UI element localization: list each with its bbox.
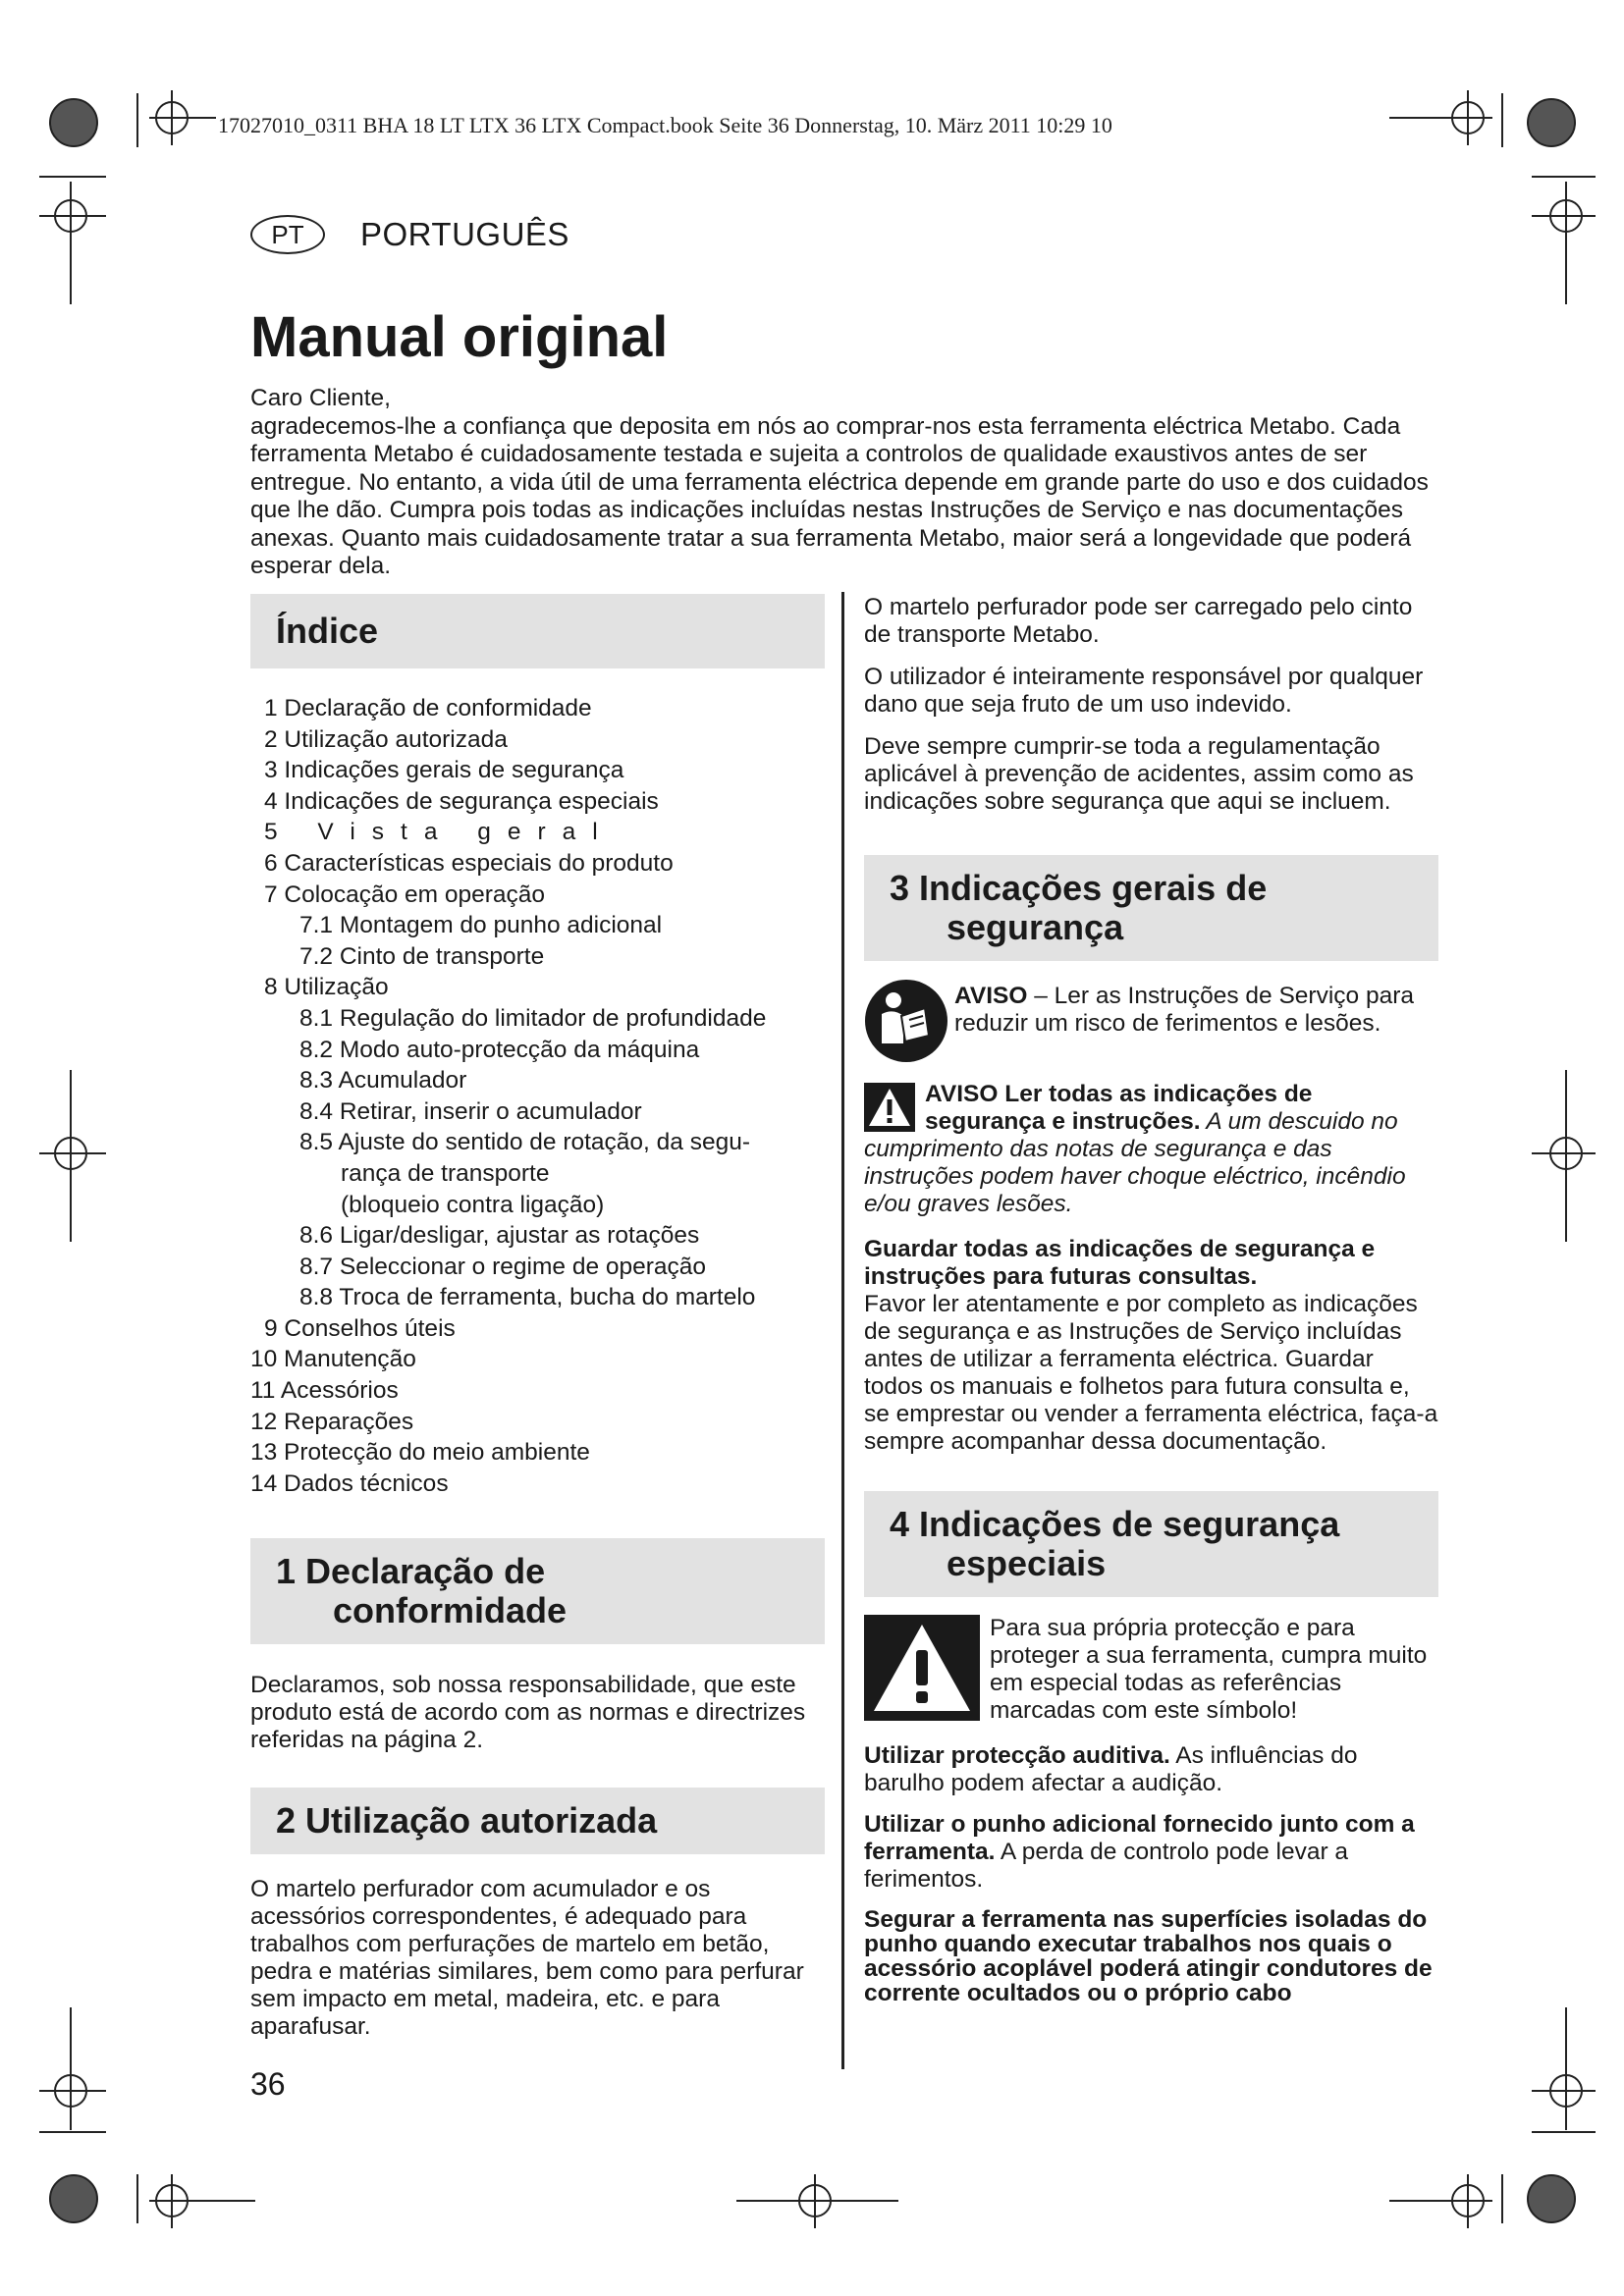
section-4-heading [864, 1491, 1438, 1597]
right-column [864, 594, 1438, 2005]
section-2-body: O martelo perfurador com acumulador e os acessórios correspondentes, é adequado para trabalhos com perfurações de martelo em betão, pedra e matérias similares, bem como para perfurar sem impacto em metal, madeira, etc. e para aparafusar. [250, 1876, 804, 2041]
keep-instructions-heading: Guardar todas as indicações de segurança e instruções para futuras consultas. [864, 1236, 1376, 1290]
read-manual-icon [864, 979, 948, 1063]
section-4-number: 4 [890, 1504, 910, 1544]
toc-item[interactable]: 8.1 Regulação do limitador de profundidade [299, 1004, 767, 1032]
toc-item[interactable]: (bloqueio contra ligação) [341, 1191, 605, 1218]
intro-greeting: Caro Cliente, [250, 385, 391, 411]
toc-item[interactable]: 7 Colocação em operação [264, 881, 546, 908]
print-header: 17027010_0311 BHA 18 LT LTX 36 LTX Compact.book Seite 36 Donnerstag, 10. März 2011 10:29 10 [218, 113, 1112, 137]
section-2-heading [250, 1788, 825, 1854]
toc-item[interactable]: 13 Protecção do meio ambiente [250, 1439, 590, 1467]
auxiliary-handle-text: A perda de controlo pode levar a ferimentos. [864, 1839, 1349, 1893]
section-4-title-line2: especiais [947, 1543, 1107, 1583]
intro-section [250, 385, 1438, 581]
section-3-heading [864, 855, 1438, 961]
toc-item[interactable]: 8.8 Troca de ferramenta, bucha do martelo [299, 1284, 756, 1311]
section-2-title: 2 Utilização autorizada [276, 1800, 658, 1842]
usage-paragraph-1: O martelo perfurador pode ser carregado pelo cinto de transporte Metabo. [864, 594, 1413, 648]
intro-body: agradecemos-lhe a confiança que deposita em nós ao comprar-nos esta ferramenta eléctrica Metabo. Cada ferramenta Metabo é cuidadosamente testada e sujeita a controlos de qualidade exaustivos antes de ser entregue. No entanto, a vida útil de uma ferramenta eléctrica depende em grande parte do uso e dos cuidados que lhe dão. Cumpra pois todas as indicações incluídas nestas Instruções de Serviço e nas documentações anexas. Quanto mais cuidadosamente tratar a sua ferramenta Metabo, maior será a longevidade que poderá esperar dela. [250, 412, 1429, 579]
toc-item[interactable]: 5 Vista geral [264, 819, 615, 846]
page-title: Manual original [250, 305, 669, 369]
language-name: PORTUGUÊS [360, 216, 569, 252]
section-1-title-line1: Declaração de [305, 1551, 546, 1592]
toc-item[interactable]: 14 Dados técnicos [250, 1469, 449, 1497]
toc-item[interactable]: 12 Reparações [250, 1408, 414, 1435]
section-3-title-line1: Indicações gerais de [919, 868, 1268, 908]
left-column [250, 594, 825, 2041]
toc-item[interactable]: 4 Indicações de segurança especiais [264, 787, 659, 815]
toc-item[interactable]: 8.3 Acumulador [299, 1067, 467, 1095]
toc-item[interactable]: 11 Acessórios [250, 1377, 399, 1405]
toc-item[interactable]: 2 Utilização autorizada [264, 725, 508, 753]
crop-mark-bottom-right [1389, 2007, 1596, 2228]
toc-item[interactable]: 3 Indicações gerais de segurança [264, 757, 624, 784]
read-all-warning [864, 1081, 1438, 1218]
special-warning [864, 1615, 1438, 1725]
warning-triangle-icon [864, 1083, 915, 1132]
toc-item[interactable]: rança de transporte [341, 1159, 550, 1187]
toc-item[interactable]: 1 Declaração de conformidade [264, 695, 592, 721]
aviso-label: AVISO [954, 983, 1028, 1009]
crop-mark-top-right [1389, 90, 1596, 304]
toc-item[interactable]: 9 Conselhos úteis [264, 1314, 456, 1342]
language-header [250, 215, 569, 254]
toc-item[interactable]: 8.7 Seleccionar o regime de operação [299, 1253, 707, 1280]
usage-paragraph-2: O utilizador é inteiramente responsável por qualquer dano que seja fruto de um uso indevido. [864, 664, 1424, 718]
large-warning-triangle-icon [864, 1615, 980, 1721]
section-1-body: Declaramos, sob nossa responsabilidade, que este produto está de acordo com as normas e directrizes referidas na página 2. [250, 1672, 806, 1754]
table-of-contents [250, 693, 825, 1499]
language-code-badge: PT [250, 215, 325, 254]
aviso-text: – Ler as Instruções de Serviço para reduzir um risco de ferimentos e lesões. [954, 983, 1414, 1037]
keep-instructions-text: Favor ler atentamente e por completo as indicações de segurança e as Instruções de Serviço incluídas antes de utilizar a ferramenta eléctrica. Guardar todos os manuais e folhetos para futura consulta e, se emprestar ou vender a ferramenta eléctrica, faça-a sempre acompanhar dessa documentação. [864, 1291, 1438, 1455]
section-3-title-line2: segurança [947, 907, 1124, 947]
toc-item[interactable]: 8.2 Modo auto-protecção da máquina [299, 1036, 700, 1063]
manual-warning [864, 979, 1438, 1063]
toc-item[interactable]: 8.6 Ligar/desligar, ajustar as rotações [299, 1222, 700, 1250]
toc-item[interactable]: 10 Manutenção [250, 1346, 416, 1373]
crop-mark-mid-right [1532, 1070, 1596, 1242]
index-heading-text: Índice [276, 611, 379, 651]
crop-mark-mid-left [39, 1070, 106, 1242]
toc-item[interactable]: 8.4 Retirar, inserir o acumulador [299, 1097, 642, 1125]
aviso-read-all-text: A um descuido no cumprimento das notas de segurança e das instruções podem haver choque eléctrico, incêndio e/ou graves lesões. [864, 1108, 1406, 1217]
column-divider [841, 592, 844, 2069]
crop-mark-bottom-center [736, 2174, 898, 2228]
section-4-title-line1: Indicações de segurança [919, 1504, 1340, 1544]
toc-item[interactable]: 7.1 Montagem do punho adicional [299, 912, 663, 939]
page-number: 36 [250, 2066, 286, 2102]
aviso-read-all-label: AVISO Ler todas as indicações de segurança e instruções. [925, 1081, 1313, 1135]
usage-paragraph-3: Deve sempre cumprir-se toda a regulamentação aplicável à prevenção de acidentes, assim como as indicações sobre segurança que aqui se incluem. [864, 733, 1414, 815]
auxiliary-handle-heading: Utilizar o punho adicional fornecido junto com a ferramenta. [864, 1811, 1415, 1865]
section-1-title-line2: conformidade [333, 1590, 568, 1631]
crop-mark-bottom-left [39, 2007, 255, 2228]
toc-item[interactable]: 8.5 Ajuste do sentido de rotação, da segu- [299, 1129, 751, 1156]
index-heading [250, 594, 825, 668]
crop-mark-top-left [39, 90, 216, 304]
toc-item[interactable]: 7.2 Cinto de transporte [299, 942, 545, 970]
insulated-surfaces-heading: Segurar a ferramenta nas superfícies isoladas do punho quando executar trabalhos nos quais o acessório acoplável poderá atingir condutores de corrente ocultados ou o próprio cabo [864, 1906, 1433, 2006]
section-1-heading [250, 1538, 825, 1644]
toc-item[interactable]: 6 Características especiais do produto [264, 849, 674, 877]
toc-item[interactable]: 8 Utilização [264, 974, 389, 1001]
special-warning-text: Para sua própria protecção e para proteger a sua ferramenta, cumpra muito em especial todas as referências marcadas com este símbolo! [990, 1615, 1428, 1724]
section-1-number: 1 [276, 1551, 297, 1592]
hearing-protection-text: As influências do barulho podem afectar a audição. [864, 1742, 1358, 1796]
section-3-number: 3 [890, 868, 910, 908]
hearing-protection-heading: Utilizar protecção auditiva. [864, 1742, 1170, 1769]
